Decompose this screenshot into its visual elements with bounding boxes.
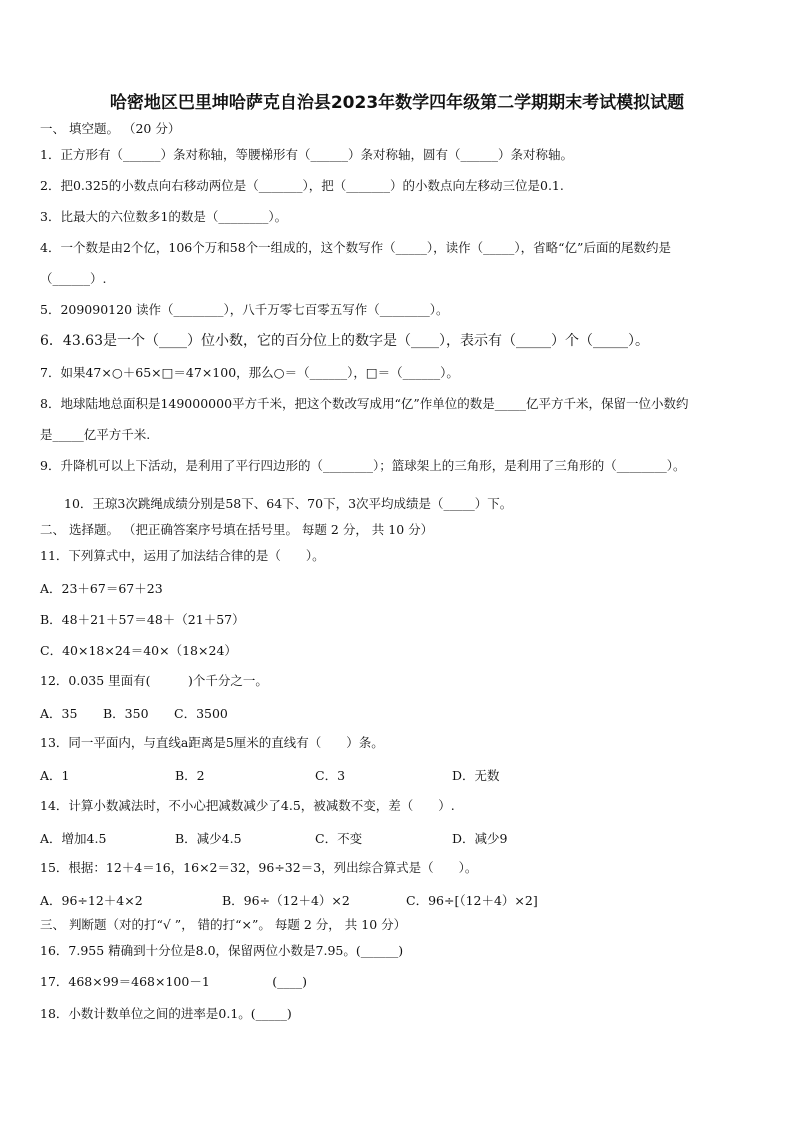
- question-15-option-c: C．96÷[（12＋4）×2]: [406, 893, 538, 908]
- question-12-option-a: A．35: [40, 706, 78, 721]
- question-14-option-a: A．增加4.5: [40, 831, 107, 846]
- section-heading-true-false: 三、 判断题（对的打“√ ”， 错的打“×”。 每题 2 分， 共 10 分）: [40, 917, 407, 932]
- question-11-option-a: A．23＋67＝67＋23: [40, 581, 163, 596]
- question-15-option-a: A．96÷12＋4×2: [40, 893, 143, 908]
- question-13-option-a: A．1: [40, 768, 70, 783]
- question-13-option-d: D．无数: [452, 768, 500, 783]
- question-8-line-1: 8．地球陆地总面积是149000000平方千米，把这个数改写成用“亿”作单位的数是_____亿平方千米，保留一位小数约: [40, 396, 689, 411]
- question-4-line-2: （______）.: [40, 271, 107, 286]
- question-14-option-b: B．减少4.5: [175, 831, 242, 846]
- question-15: 15．根据：12＋4＝16，16×2＝32，96÷32＝3，列出综合算式是（ ）。: [40, 860, 478, 875]
- question-8-line-2: 是_____亿平方千米.: [40, 427, 151, 442]
- question-12-option-b: B．350: [103, 706, 149, 721]
- question-12: 12．0.035 里面有( )个千分之一。: [40, 673, 268, 688]
- question-10: 10．王琼3次跳绳成绩分别是58下、64下、70下，3次平均成绩是（_____）下。: [64, 496, 513, 511]
- question-11-option-c: C．40×18×24＝40×（18×24）: [40, 643, 237, 658]
- question-14-option-d: D．减少9: [452, 831, 508, 846]
- question-11-option-b: B．48＋21＋57＝48＋（21＋57）: [40, 612, 245, 627]
- question-5: 5．209090120 读作（________），八千万零七百零五写作（________）。: [40, 302, 449, 317]
- section-heading-fill-blank: 一、 填空题。 （20 分）: [40, 121, 181, 136]
- page-title: 哈密地区巴里坤哈萨克自治县2023年数学四年级第二学期期末考试模拟试题: [109, 93, 685, 113]
- question-11: 11．下列算式中，运用了加法结合律的是（ ）。: [40, 548, 325, 563]
- question-15-option-b: B．96÷（12＋4）×2: [222, 893, 350, 908]
- question-2: 2．把0.325的小数点向右移动两位是（_______），把（_______）的小数点向左移动三位是0.1.: [40, 178, 564, 193]
- section-heading-multiple-choice: 二、 选择题。 （把正确答案序号填在括号里。 每题 2 分， 共 10 分）: [40, 522, 434, 537]
- question-18: 18．小数计数单位之间的进率是0.1。(_____): [40, 1006, 292, 1021]
- question-9: 9．升降机可以上下活动，是利用了平行四边形的（________）；篮球架上的三角形，是利用了三角形的（________）。: [40, 458, 686, 473]
- question-13-option-c: C．3: [315, 768, 346, 783]
- question-16: 16．7.955 精确到十分位是8.0，保留两位小数是7.95。(______): [40, 943, 404, 958]
- question-17: 17．468×99＝468×100－1 (____): [40, 974, 308, 989]
- question-1: 1．正方形有（______）条对称轴，等腰梯形有（______）条对称轴，圆有（______）条对称轴。: [40, 147, 573, 162]
- question-13: 13．同一平面内，与直线a距离是5厘米的直线有（ ）条。: [40, 735, 384, 750]
- question-4-line-1: 4．一个数是由2个亿，106个万和58个一组成的，这个数写作（_____），读作（_____），省略“亿”后面的尾数约是: [40, 240, 671, 255]
- question-6: 6．43.63是一个（____）位小数，它的百分位上的数字是（____），表示有（_____）个（_____）。: [40, 333, 649, 349]
- question-7: 7．如果47×○＋65×□＝47×100，那么○＝（______），□＝（______）。: [40, 365, 459, 380]
- question-14-option-c: C．不变: [315, 831, 363, 846]
- question-12-option-c: C．3500: [174, 706, 228, 721]
- question-3: 3．比最大的六位数多1的数是（________）。: [40, 209, 288, 224]
- question-13-option-b: B．2: [175, 768, 205, 783]
- question-14: 14．计算小数减法时，不小心把减数减少了4.5，被减数不变，差（ ）.: [40, 798, 455, 813]
